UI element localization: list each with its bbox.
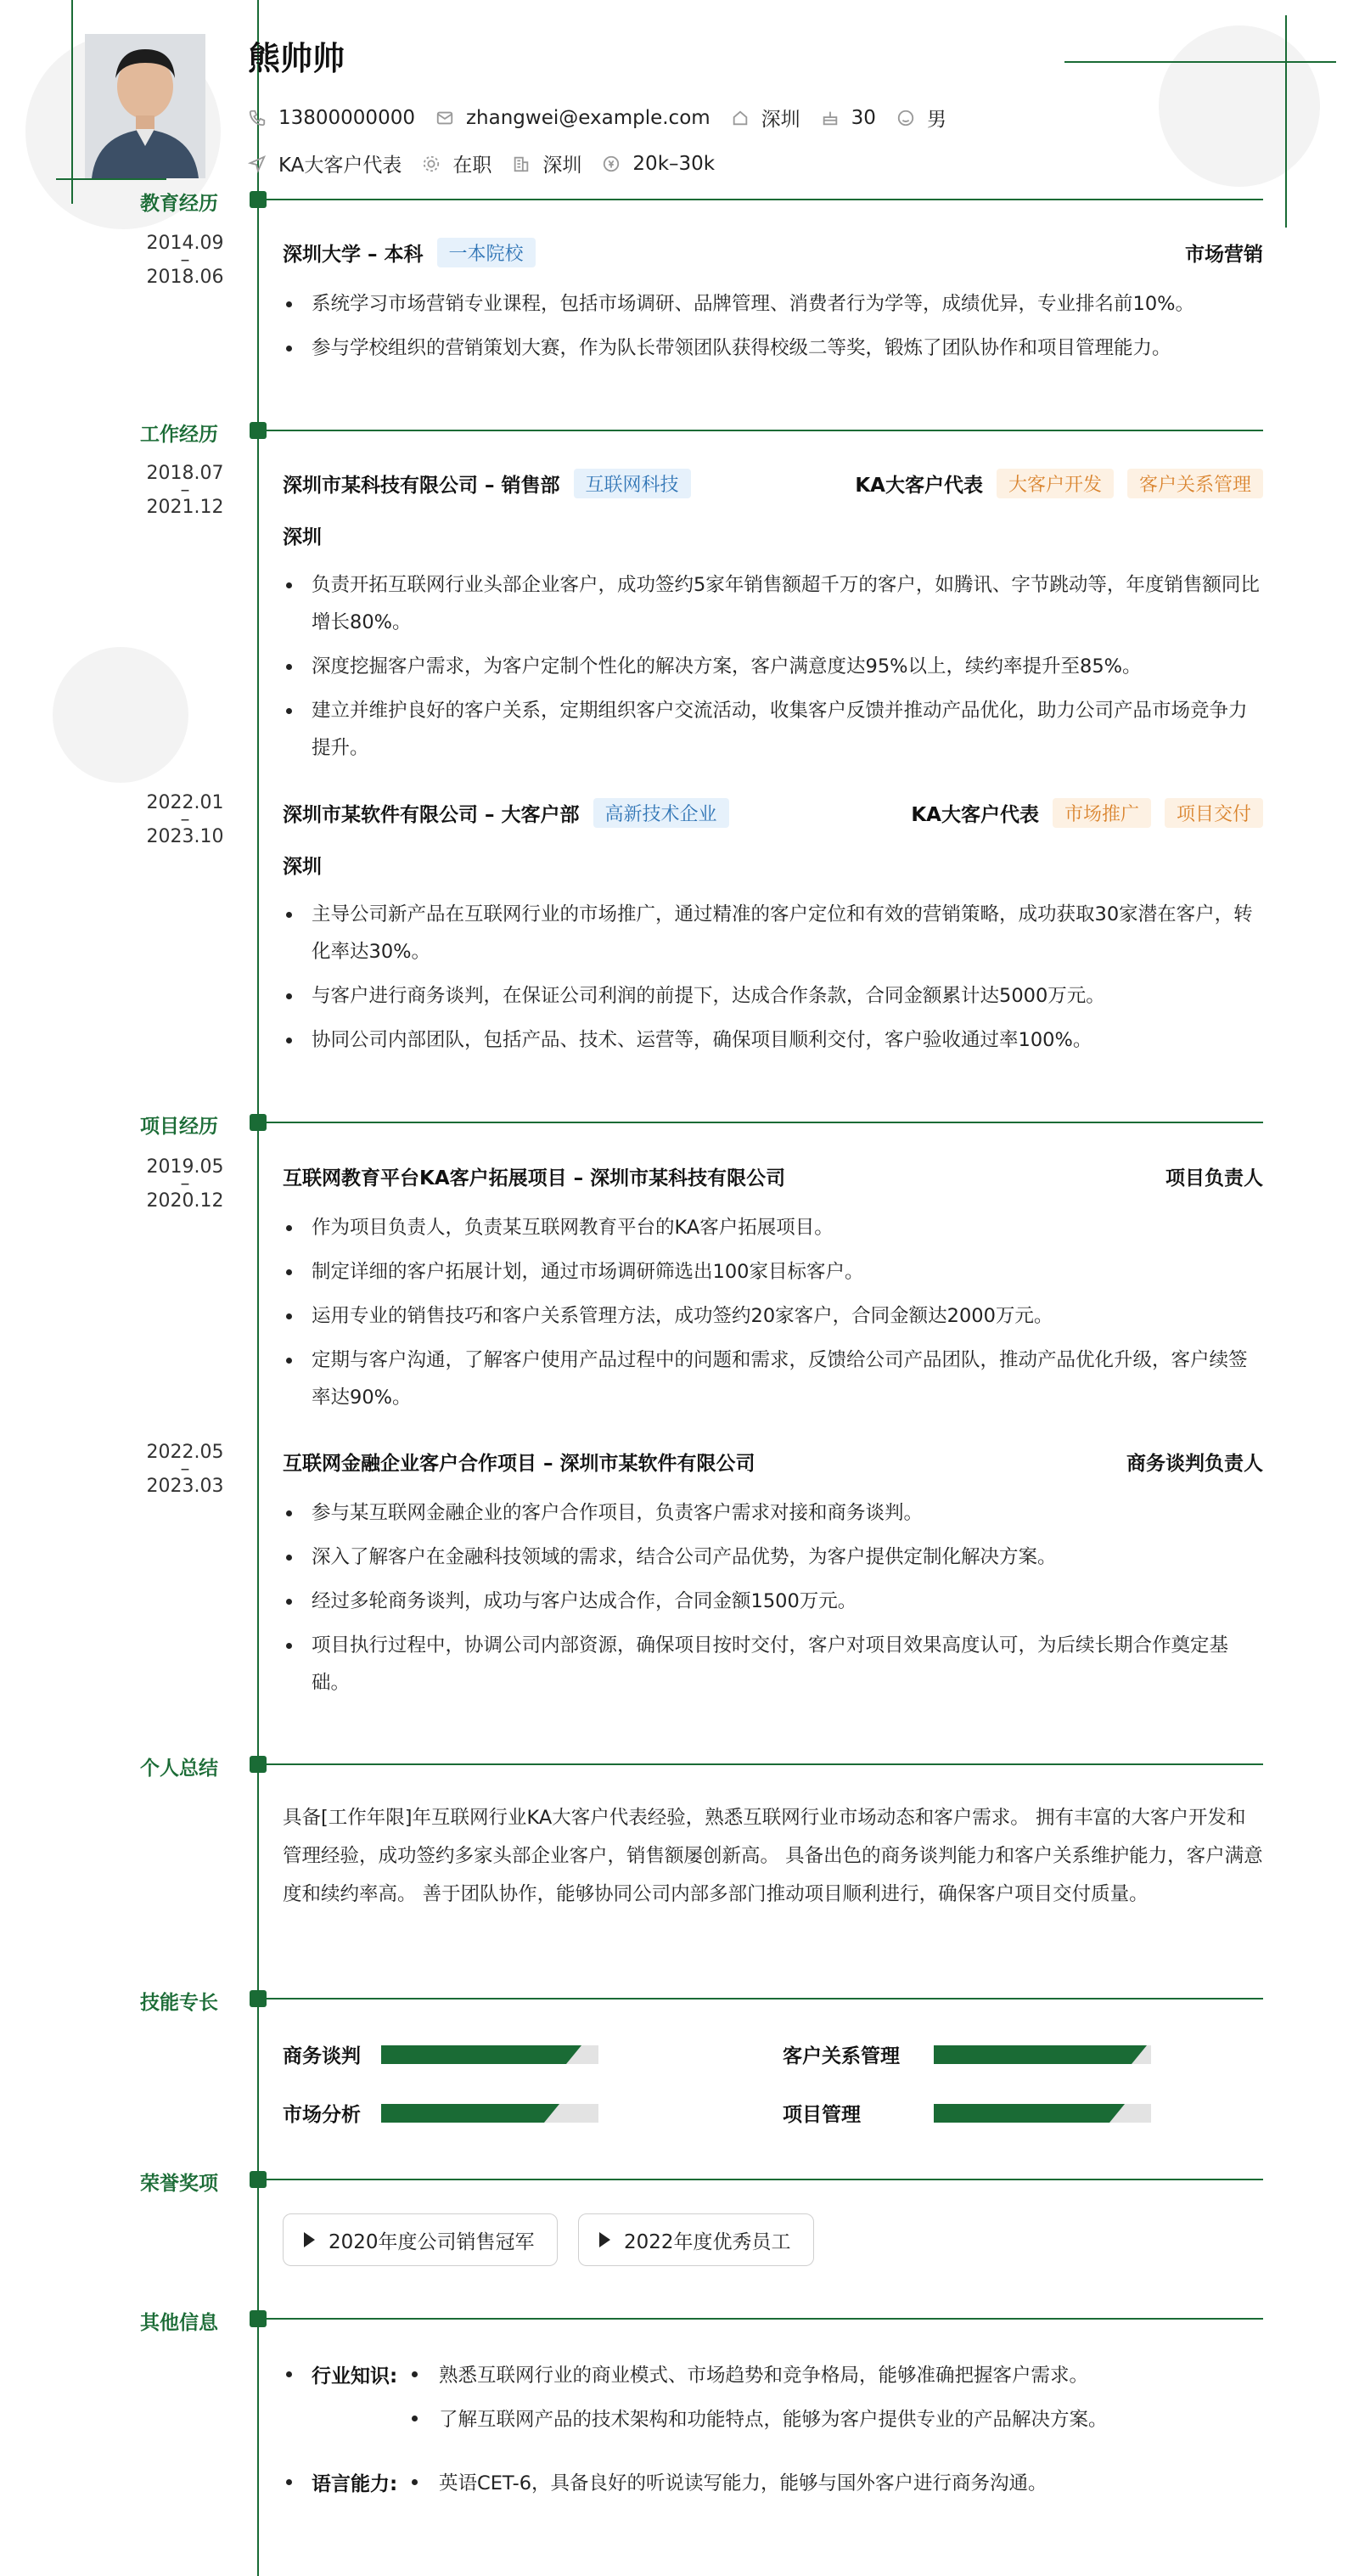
award-chip	[578, 2213, 814, 2266]
date-start: 2019.05	[146, 1156, 224, 1178]
position-item	[248, 149, 402, 177]
section-title-education: 教育经历	[140, 193, 218, 215]
list-item: 建立并维护良好的客户关系，定期组织客户交流活动，收集客户反馈并推动产品优化，助力公司产品市场竞争力提升。	[283, 692, 1263, 767]
edu-bullets	[283, 285, 1263, 367]
list-item: 运用专业的销售技巧和客户关系管理方法，成功签约20家客户，合同金额达2000万元。	[283, 1297, 1263, 1335]
date-end: 2018.06	[146, 267, 224, 288]
email-text: zhangwei@example.com	[465, 106, 711, 129]
skill-name: 市场分析	[283, 2104, 361, 2126]
date-end: 2023.10	[146, 826, 224, 847]
date-sep: –	[180, 250, 190, 271]
section-title-awards: 荣誉奖项	[140, 2173, 218, 2195]
role-tag: 客户关系管理	[1127, 469, 1263, 498]
play-icon	[599, 2232, 610, 2247]
role-tag: 大客户开发	[997, 469, 1114, 498]
work-city: 深圳	[283, 856, 322, 878]
edu-date	[143, 233, 227, 288]
age-text: 30	[851, 106, 876, 129]
project-date-1	[143, 1157, 227, 1212]
job-role: KA大客户代表	[855, 475, 983, 497]
list-item: 定期与客户沟通，了解客户使用产品过程中的问题和需求，反馈给公司产品团队，推动产品优化升级，客户续签率达90%。	[283, 1341, 1263, 1416]
project-role: 商务谈判负责人	[1126, 1453, 1263, 1475]
work-city: 深圳	[283, 526, 322, 548]
skill-bar	[381, 2045, 598, 2064]
building-icon	[512, 155, 531, 173]
email-item	[435, 107, 711, 129]
section-node	[250, 2171, 267, 2188]
skill-fill-edge	[1109, 2104, 1125, 2123]
skill-name: 项目管理	[783, 2104, 861, 2126]
status-item	[422, 149, 491, 177]
list-item: 深度挖掘客户需求，为客户定制个性化的解决方案，客户满意度达95%以上，续约率提升至85%。	[283, 648, 1263, 685]
skill-item	[283, 2040, 598, 2068]
section-node	[250, 191, 267, 208]
skill-fill-edge	[1132, 2045, 1147, 2064]
edu-header	[283, 238, 1263, 267]
list-item: 作为项目负责人，负责某互联网教育平台的KA客户拓展项目。	[283, 1209, 1263, 1246]
skill-fill-edge	[566, 2045, 581, 2064]
award-text: 2020年度公司销售冠军	[329, 2230, 535, 2253]
date-end: 2020.12	[146, 1190, 224, 1212]
phone-icon	[248, 109, 267, 127]
section-title-summary: 个人总结	[140, 1758, 218, 1780]
status-text: 在职	[452, 155, 492, 177]
face-icon	[896, 109, 915, 127]
list-item: 项目执行过程中，协调公司内部资源，确保项目按时交付，客户对项目效果高度认可，为后续长期合作奠定基础。	[283, 1627, 1263, 1701]
project-title: 互联网金融企业客户合作项目 – 深圳市某软件有限公司	[283, 1453, 755, 1475]
section-title-projects: 项目经历	[140, 1116, 218, 1138]
list-item: 参与某互联网金融企业的客户合作项目，负责客户需求对接和商务谈判。	[283, 1494, 1263, 1532]
skill-bar	[934, 2045, 1151, 2064]
phone-text: 13800000000	[278, 106, 415, 129]
work-header-2	[283, 798, 1263, 828]
timeline-line	[257, 0, 259, 2576]
skill-fill	[381, 2104, 544, 2123]
list-item: 主导公司新产品在互联网行业的市场推广，通过精准的客户定位和有效的营销策略，成功获取30家潜在客户，转化率达30%。	[283, 896, 1263, 970]
city-text: 深圳	[542, 155, 582, 177]
project-header-2	[283, 1448, 1263, 1476]
avatar	[85, 34, 205, 178]
skill-item	[783, 2099, 1151, 2127]
date-sep: –	[180, 1459, 190, 1480]
decor-line	[56, 178, 166, 180]
school-tag: 一本院校	[437, 238, 536, 267]
date-sep: –	[180, 480, 190, 501]
list-item: 熟悉互联网行业的商业模式、市场趋势和竞争格局，能够准确把握客户需求。	[412, 2360, 1088, 2388]
skill-fill-edge	[544, 2104, 559, 2123]
decor-line	[71, 0, 73, 204]
salary-text: 20k–30k	[632, 152, 716, 175]
salary-item	[602, 153, 715, 175]
school-name: 深圳大学 – 本科	[283, 244, 424, 266]
list-item: 系统学习市场营销专业课程，包括市场调研、品牌管理、消费者行为学等，成绩优异，专业排名前10%。	[283, 285, 1263, 323]
section-title-work: 工作经历	[140, 424, 218, 446]
summary-text: 具备[工作年限]年互联网行业KA大客户代表经验，熟悉互联网行业市场动态和客户需求。 拥有丰富的大客户开发和管理经验，成功签约多家头部企业客户，销售额屡创新高。 具备出色的商务谈判能力和客户关系维护能力，客户满意度和续约率高。 善于团队协作，能够协同公司内部多部门推动项目顺利进行，确保客户项目交付质量。	[283, 1807, 1263, 1905]
skill-fill	[934, 2045, 1132, 2064]
age-item	[821, 107, 876, 129]
project-bullets-2	[283, 1494, 1263, 1701]
company-tag: 高新技术企业	[593, 798, 729, 828]
project-bullets-1	[283, 1209, 1263, 1416]
date-start: 2022.05	[146, 1442, 224, 1463]
settings-icon	[422, 155, 441, 173]
section-node	[250, 422, 267, 439]
date-start: 2022.01	[146, 792, 224, 813]
skill-fill	[381, 2045, 566, 2064]
send-icon	[248, 155, 267, 173]
position-text: KA大客户代表	[278, 155, 402, 177]
section-rule	[267, 1763, 1263, 1765]
decor-line	[1064, 61, 1336, 63]
section-node	[250, 1990, 267, 2007]
list-item: 英语CET-6，具备良好的听说读写能力，能够与国外客户进行商务沟通。	[412, 2468, 1048, 2495]
work-date-1	[143, 464, 227, 518]
date-sep: –	[180, 809, 190, 830]
skill-name: 客户关系管理	[783, 2045, 900, 2067]
skill-name: 商务谈判	[283, 2045, 361, 2067]
industry-knowledge-label: 行业知识:	[283, 2360, 397, 2388]
section-node	[250, 2310, 267, 2327]
major: 市场营销	[1185, 244, 1263, 266]
city-item	[512, 149, 581, 177]
work-bullets-1	[283, 566, 1263, 767]
role-tag: 项目交付	[1165, 798, 1263, 828]
role-tag: 市场推广	[1053, 798, 1151, 828]
list-item: 深入了解客户在金融科技领域的需求，结合公司产品优势，为客户提供定制化解决方案。	[283, 1538, 1263, 1576]
section-title-skills: 技能专长	[140, 1992, 218, 2014]
section-rule	[267, 2179, 1263, 2180]
decor-circle-top-right	[1159, 25, 1320, 187]
skill-item	[283, 2099, 598, 2127]
date-sep: –	[180, 1173, 190, 1195]
date-start: 2018.07	[146, 463, 224, 484]
list-item: 了解互联网产品的技术架构和功能特点，能够为客户提供专业的产品解决方案。	[412, 2404, 1108, 2432]
section-node	[250, 1114, 267, 1131]
section-rule	[267, 1998, 1263, 1999]
coin-icon	[602, 155, 621, 173]
company-tag: 互联网科技	[574, 469, 691, 498]
skill-fill	[934, 2104, 1109, 2123]
list-item: 制定详细的客户拓展计划，通过市场调研筛选出100家目标客户。	[283, 1253, 1263, 1291]
location-text: 深圳	[761, 109, 800, 131]
skill-item	[783, 2040, 1151, 2068]
job-intent-row	[248, 149, 735, 177]
section-node	[250, 1756, 267, 1773]
date-end: 2021.12	[146, 497, 224, 518]
phone-item	[248, 107, 415, 129]
section-rule	[267, 1122, 1263, 1123]
list-item: 参与学校组织的营销策划大赛，作为队长带领团队获得校级二等奖，锻炼了团队协作和项目管理能力。	[283, 329, 1263, 367]
decor-line	[1285, 15, 1287, 228]
home-icon	[731, 109, 750, 127]
gender-item	[896, 104, 946, 132]
company-name: 深圳市某软件有限公司 – 大客户部	[283, 804, 580, 826]
section-rule	[267, 199, 1263, 200]
list-item: 经过多轮商务谈判，成功与客户达成合作，合同金额1500万元。	[283, 1583, 1263, 1620]
location-item	[731, 104, 800, 132]
project-date-2	[143, 1443, 227, 1497]
list-item: 负责开拓互联网行业头部企业客户，成功签约5家年销售额超千万的客户，如腾讯、字节跳动等，年度销售额同比增长80%。	[283, 566, 1263, 641]
section-rule	[267, 430, 1263, 431]
section-title-other: 其他信息	[140, 2312, 218, 2334]
project-title: 互联网教育平台KA客户拓展项目 – 深圳市某科技有限公司	[283, 1167, 786, 1190]
project-header-1	[283, 1162, 1263, 1190]
company-name: 深圳市某科技有限公司 – 销售部	[283, 475, 560, 497]
decor-circle-mid-left	[53, 647, 188, 783]
award-chip	[283, 2213, 558, 2266]
contact-row	[248, 104, 967, 132]
mail-icon	[435, 109, 454, 127]
list-item: 与客户进行商务谈判，在保证公司利润的前提下，达成合作条款，合同金额累计达5000万元。	[283, 977, 1263, 1015]
gender-text: 男	[926, 109, 946, 131]
date-start: 2014.09	[146, 233, 224, 254]
language-label: 语言能力:	[283, 2468, 397, 2496]
skill-bar	[381, 2104, 598, 2123]
project-role: 项目负责人	[1165, 1167, 1263, 1190]
cake-icon	[821, 109, 840, 127]
list-item: 协同公司内部团队，包括产品、技术、运营等，确保项目顺利交付，客户验收通过率100%。	[283, 1021, 1263, 1059]
play-icon	[304, 2232, 315, 2247]
work-date-2	[143, 793, 227, 847]
job-role: KA大客户代表	[911, 804, 1039, 826]
work-bullets-2	[283, 896, 1263, 1059]
award-text: 2022年度优秀员工	[624, 2230, 791, 2253]
work-header-1	[283, 469, 1263, 498]
skill-bar	[934, 2104, 1151, 2123]
date-end: 2023.03	[146, 1476, 224, 1497]
section-rule	[267, 2318, 1263, 2320]
candidate-name: 熊帅帅	[248, 40, 345, 77]
